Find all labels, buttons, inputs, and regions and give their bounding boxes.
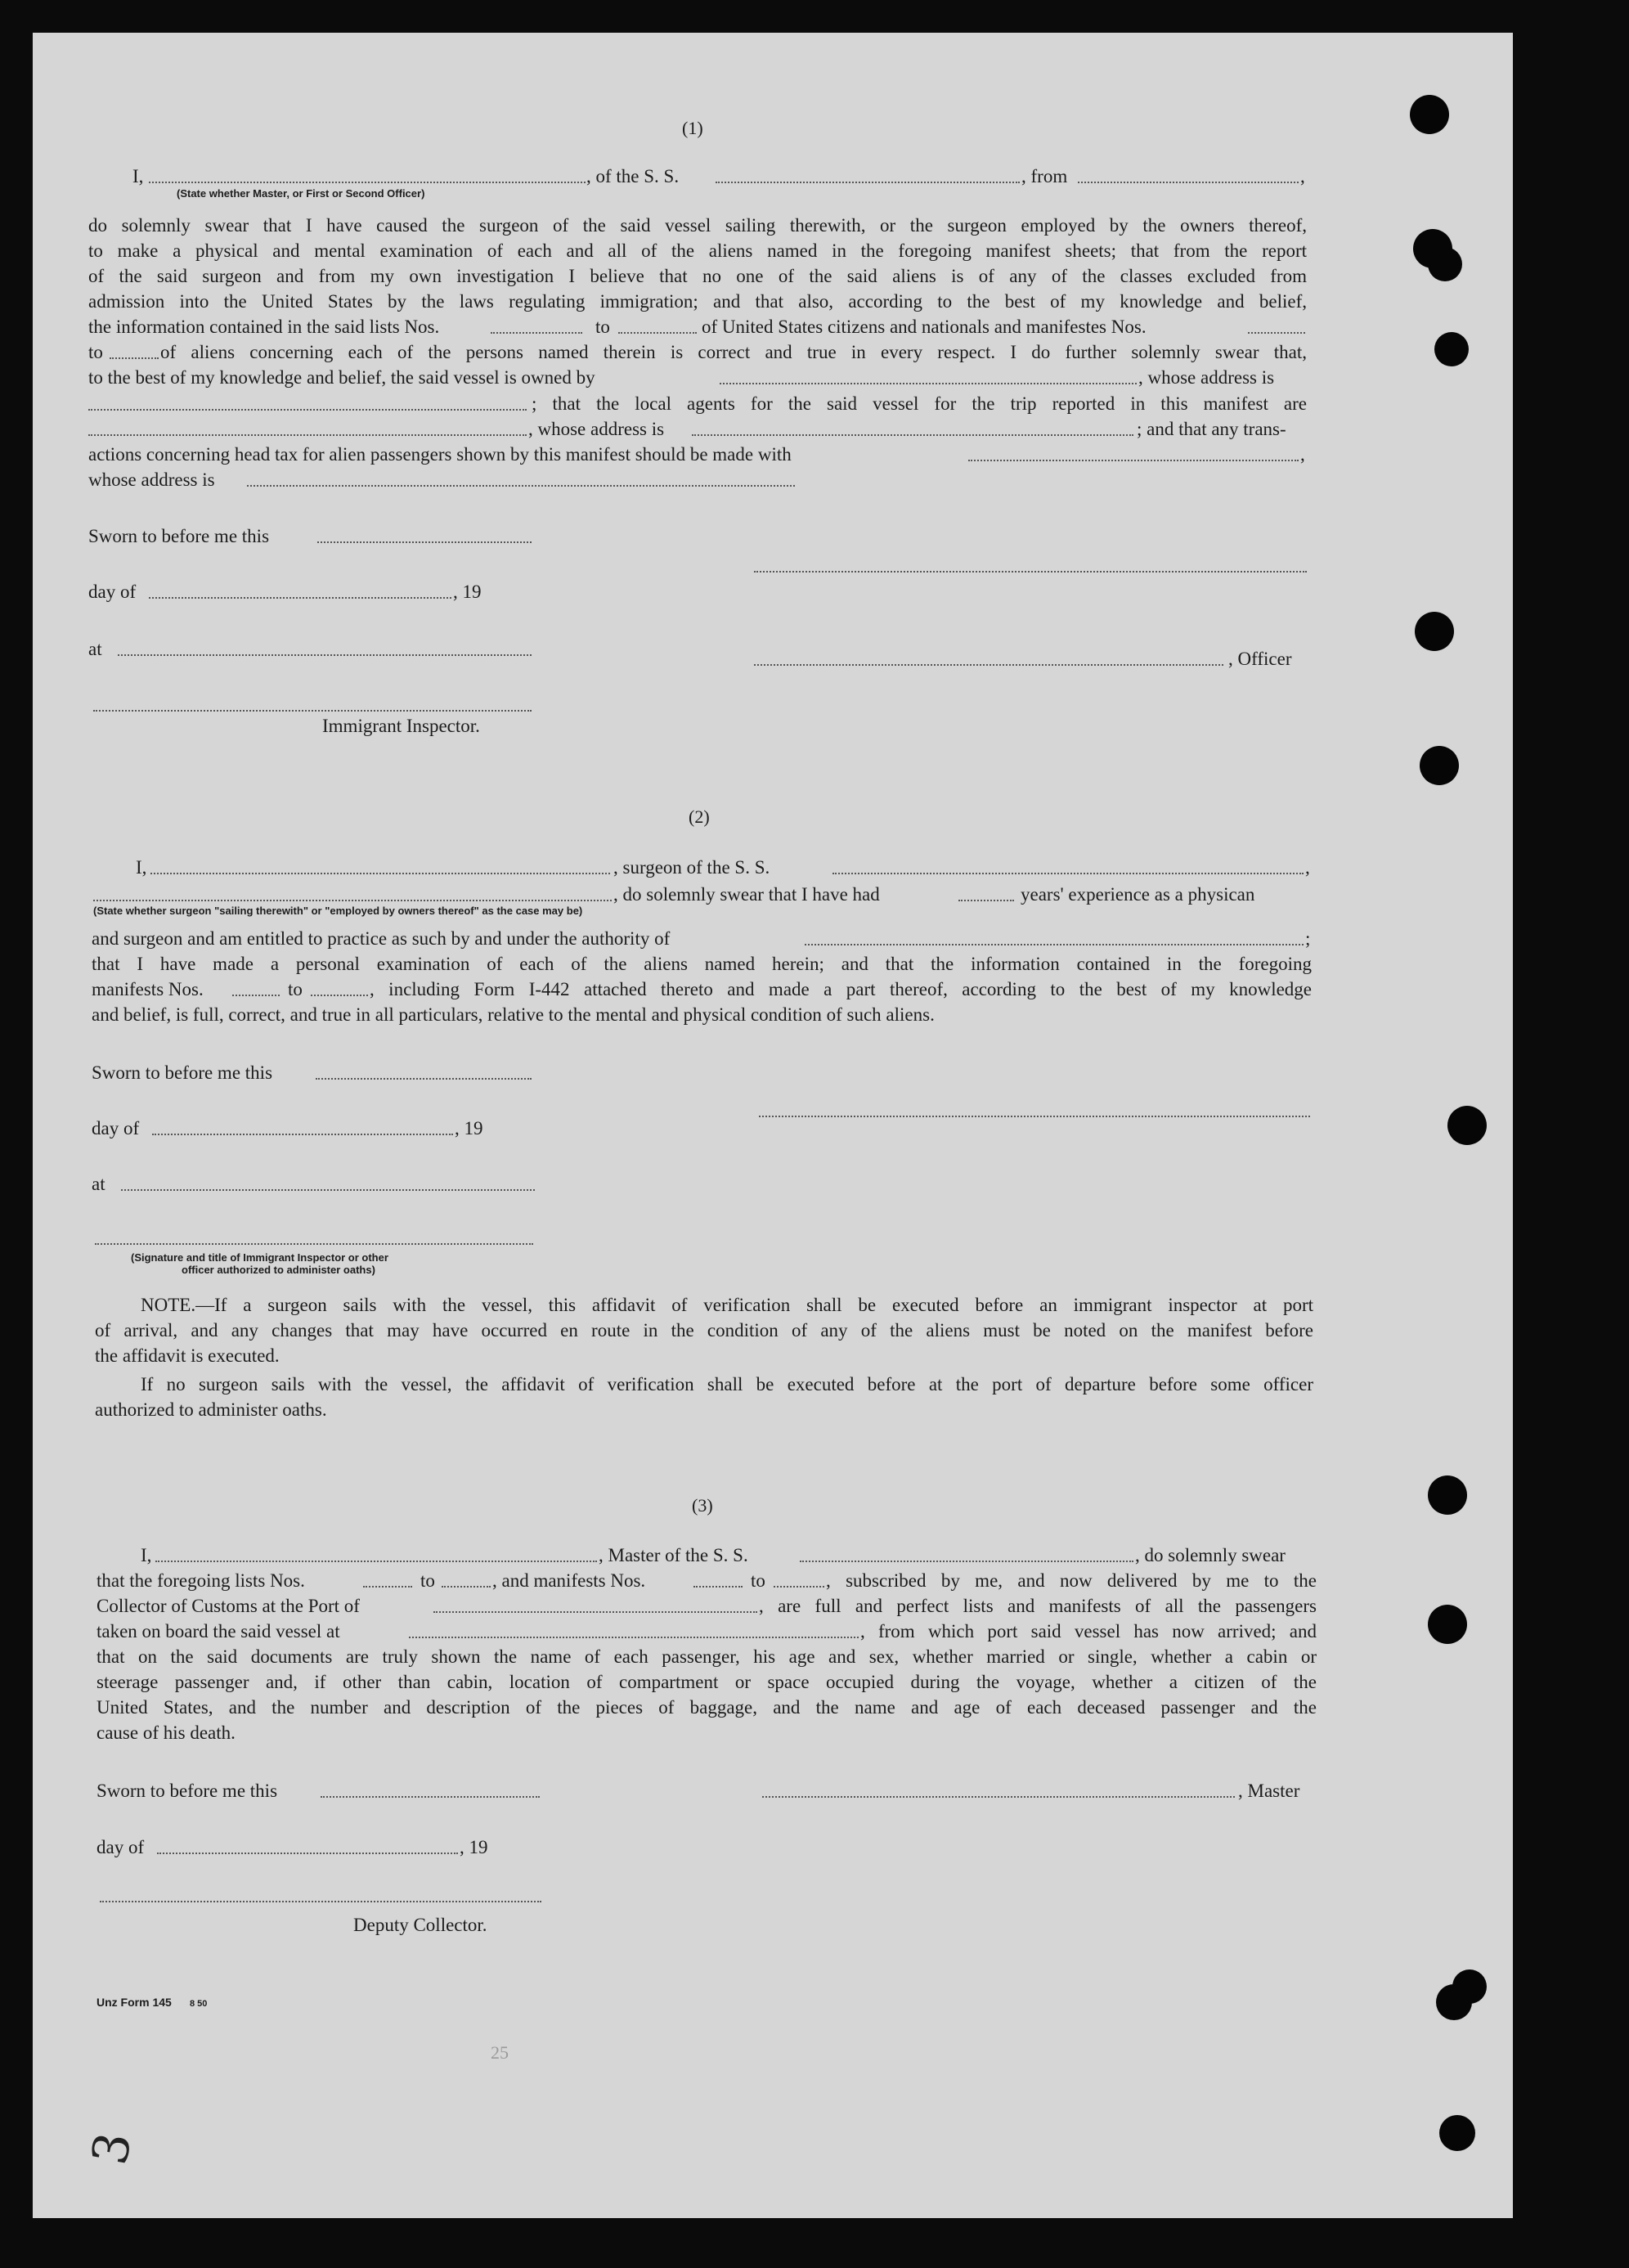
body-line: of the said surgeon and from my own investigation I believe that no one of the said aliens is of any of the classes excluded from [88,266,1307,286]
faint-number: 25 [491,2042,509,2063]
note-line: of arrival, and any changes that may have occurred en route in the condition of any of the aliens must be noted on the manifest before [95,1320,1313,1341]
label: , whose address is [528,419,665,439]
label: that the foregoing lists Nos. [96,1570,305,1591]
body-line: , are full and perfect lists and manifests of all the passengers [759,1596,1317,1616]
label: day of [96,1837,145,1857]
body-line: that on the said documents are truly shown the name of each passenger, his age and sex, whether married or single, whether a cabin or [96,1646,1317,1667]
body-line: steerage passenger and, if other than cabin, location of compartment or space occupied during the voyage, whether a citizen of the [96,1672,1317,1692]
label: I, [132,166,144,186]
label: Collector of Customs at the Port of [96,1596,360,1616]
body-line: , subscribed by me, and now delivered by me to the [826,1570,1317,1591]
label: to [420,1570,435,1591]
label: Sworn to before me this [92,1062,273,1083]
label: , of the S. S. [586,166,680,186]
label: whose address is [88,469,215,490]
section-number: (3) [692,1495,713,1516]
note-line: authorized to administer oaths. [95,1399,327,1420]
note-line: If no surgeon sails with the vessel, the affidavit of verification shall be executed before at the port of departure before some officer [141,1374,1313,1394]
note-line: the affidavit is executed. [95,1345,280,1366]
body-line: of aliens concerning each of the persons named therein is correct and true in every respect. I do further solemnly swear that, [160,342,1307,362]
body-line: do solemnly swear that I have caused the surgeon of the said vessel sailing therewith, or the surgeon employed by the owners thereof, [88,215,1307,236]
label: at [88,639,102,659]
label: I, [141,1545,152,1565]
body-line: admission into the United States by the laws regulating immigration; and that also, according to the best of my knowledge and belief, [88,291,1307,312]
label: ; and that any trans- [1137,419,1286,439]
body-line: that I have made a personal examination of each of the aliens named herein; and that the information contained in the foregoing [92,954,1312,974]
label: ; [1305,928,1311,949]
label: actions concerning head tax for alien passengers shown by this manifest should be made with [88,444,792,465]
label: Immigrant Inspector. [322,716,480,736]
body-line: ; that the local agents for the said vessel for the trip reported in this manifest are [532,393,1307,414]
label: and surgeon and am entitled to practice as such by and under the authority of [92,928,671,949]
handwritten-mark: 3 [81,2128,143,2169]
label: Sworn to before me this [96,1781,278,1801]
label: to [751,1570,765,1591]
label: , [1305,857,1310,878]
label: , surgeon of the S. S. [613,857,770,878]
note-line: NOTE.—If a surgeon sails with the vessel, this affidavit of verification shall be executed before an immigrant inspector at port [141,1295,1313,1315]
label: , and manifests Nos. [492,1570,646,1591]
label: to [88,342,103,362]
label: manifests Nos. [92,979,204,999]
label: Deputy Collector. [353,1915,487,1935]
label: , Master of the S. S. [599,1545,748,1565]
label: day of [88,582,137,602]
section-number: (2) [689,806,710,827]
label: to the best of my knowledge and belief, the said vessel is owned by [88,367,595,388]
label: , do solemnly swear that I have had [613,884,880,905]
field-hint: officer authorized to administer oaths) [182,1264,375,1276]
body-line: , including Form I-442 attached thereto and made a part thereof, according to the best of my knowledge [370,979,1312,999]
body-line: to make a physical and mental examination of each and all of the aliens named in the foregoing manifest sheets; that from the report [88,240,1307,261]
label: , [1300,444,1305,465]
label: , [1300,166,1305,186]
label: taken on board the said vessel at [96,1621,340,1641]
field-hint: (State whether Master, or First or Second Officer) [177,187,425,200]
label: Sworn to before me this [88,526,270,546]
label: years' experience as a physican [1021,884,1255,905]
label: , 19 [460,1837,488,1857]
body-line: United States, and the number and description of the pieces of baggage, and the name and age of each deceased passenger and the [96,1697,1317,1718]
body-line: , from which port said vessel has now arrived; and [860,1621,1317,1641]
body-line: cause of his death. [96,1722,236,1743]
label: , Officer [1228,649,1292,669]
form-date: 8 50 [190,1999,208,2009]
label: day of [92,1118,140,1138]
label: and belief, is full, correct, and true in all particulars, relative to the mental and physical condition of such aliens. [92,1004,935,1025]
label: to [288,979,303,999]
form-number: Unz Form 145 [96,1996,172,2009]
label: of United States citizens and nationals and manifestes Nos. [702,317,1147,337]
label: , whose address is [1138,367,1275,388]
label: , Master [1238,1781,1300,1801]
label: to [595,317,610,337]
label: I, [136,857,147,878]
label: the information contained in the said lists Nos. [88,317,440,337]
label: , do solemnly swear [1135,1545,1286,1565]
label: at [92,1174,105,1194]
label: , from [1021,166,1068,186]
section-number: (1) [682,118,703,138]
field-hint: (Signature and title of Immigrant Inspector or other [131,1251,388,1264]
label: , 19 [455,1118,483,1138]
label: , 19 [453,582,482,602]
field-hint: (State whether surgeon "sailing therewith" or "employed by owners thereof" as the case may be) [93,905,583,917]
